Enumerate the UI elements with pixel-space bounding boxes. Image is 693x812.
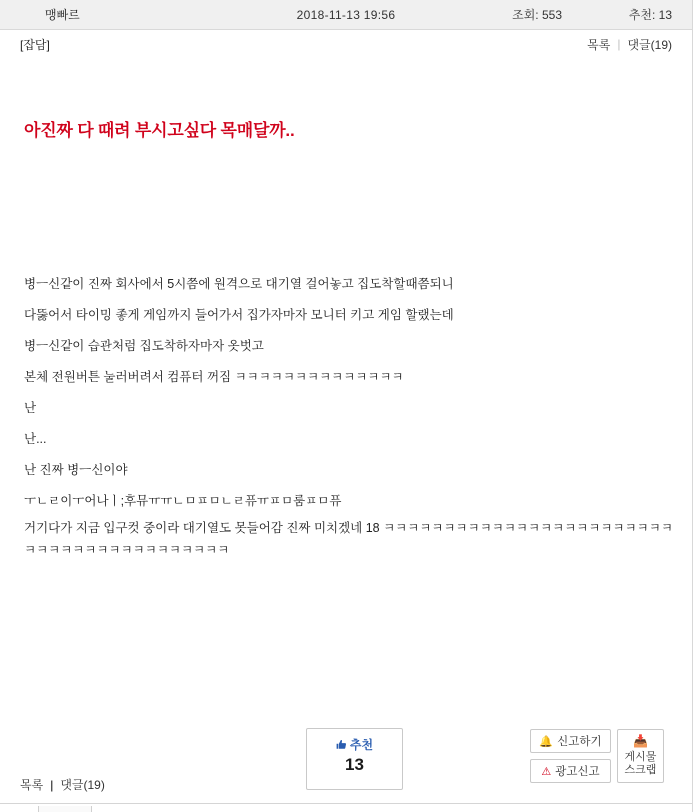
body-paragraph: 난 진짜 병ㅡ신이야 (24, 463, 128, 477)
recommend-button[interactable] (306, 728, 403, 790)
footer-divider (0, 803, 693, 804)
comments-link-bottom[interactable]: 댓글(19) (60, 778, 105, 792)
body-paragraph: 난 (24, 401, 37, 415)
scrap-icon: 📥 (633, 734, 648, 748)
article-header-bar (0, 0, 692, 30)
post-datetime: 2018-11-13 19:56 (296, 7, 396, 22)
link-separator-top: | (617, 37, 621, 51)
ad-report-button-label: 광고신고 (555, 766, 600, 778)
thumbs-up-icon (336, 739, 347, 750)
category-label: [잡담] (20, 37, 50, 52)
scrap-button[interactable] (617, 729, 664, 783)
body-paragraph: 병ㅡ신같이 습관처럼 집도착하자마자 옷벗고 (24, 339, 264, 353)
report-buttons-column (530, 729, 611, 783)
bell-icon: 🔔 (539, 735, 554, 748)
view-count: 조회: 553 (512, 8, 562, 22)
article-body (24, 269, 674, 561)
body-paragraph: ㅜㄴㄹ이ㅜ어나ㅣ;후뮤ㅠㅠㄴㅁㅍㅁㄴㄹ퓨ㅠㅍㅁ룸ㅍㅁ퓨 (24, 494, 342, 508)
author-name: 맹빠르 (45, 8, 80, 22)
recommend-count-value: 13 (345, 755, 364, 774)
report-button-label: 신고하기 (557, 736, 602, 748)
link-separator-bottom: | (50, 777, 54, 792)
subheader-links (587, 36, 672, 53)
recommend-count-header: 추천: 13 (628, 8, 672, 22)
body-paragraph-long: 거기다가 지금 입구컷 중이라 대기열도 못들어감 진짜 미치겠네 18 ㅋㅋㅋㅋㅋㅋㅋㅋㅋㅋㅋㅋㅋㅋㅋㅋㅋㅋㅋㅋㅋㅋㅋㅋㅋㅋㅋㅋㅋㅋㅋㅋㅋㅋㅋㅋㅋㅋㅋㅋㅋ (24, 521, 673, 557)
article-action-buttons (530, 729, 664, 783)
warning-icon: ⚠ (541, 765, 552, 778)
body-paragraph: 본체 전원버튼 눌러버려서 컴퓨터 꺼짐 ㅋㅋㅋㅋㅋㅋㅋㅋㅋㅋㅋㅋㅋㅋ (24, 370, 404, 384)
footer-links (20, 776, 105, 793)
body-paragraph: 병ㅡ신같이 진짜 회사에서 5시쯤에 원격으로 대기열 걸어놓고 집도착할때쯤되니 (24, 277, 454, 291)
ad-report-button[interactable] (530, 759, 611, 783)
body-paragraph: 다뚫어서 타이밍 좋게 게임까지 들어가서 집가자마자 모니터 키고 게임 할랬는데 (24, 308, 454, 322)
comment-area-stub (38, 806, 92, 812)
body-paragraph: 난... (24, 432, 47, 446)
list-link-top[interactable]: 목록 (587, 37, 611, 52)
scrap-label-line1: 게시물 (624, 751, 657, 763)
comments-link-top[interactable]: 댓글(19) (627, 37, 672, 52)
scrap-label-line2: 스크랩 (624, 764, 657, 776)
recommend-label: 추천 (349, 738, 374, 752)
article-title: 아진짜 다 때려 부시고싶다 목매달까.. (24, 121, 295, 140)
report-button[interactable] (530, 729, 611, 753)
recommend-button-label-row (307, 736, 402, 753)
article-subheader (0, 30, 692, 58)
list-link-bottom[interactable]: 목록 (20, 778, 44, 792)
